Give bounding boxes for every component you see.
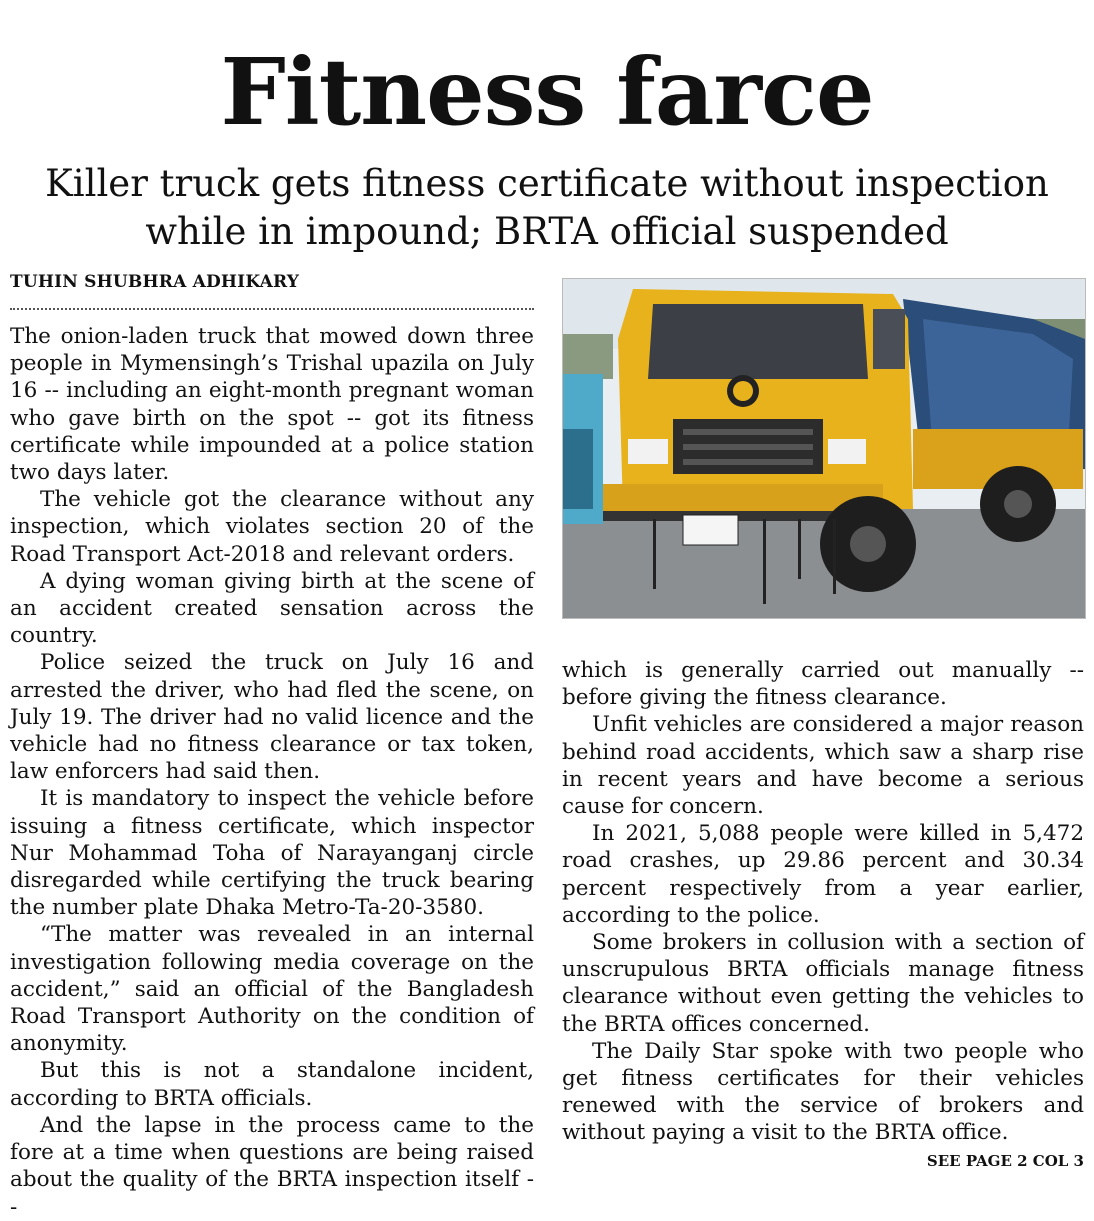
paragraph: A dying woman giving birth at the scene of an accident created sensation across the country.	[10, 568, 534, 649]
byline-divider	[10, 308, 534, 310]
paragraph: But this is not a standalone incident, according to BRTA officials.	[10, 1058, 534, 1111]
article-column-1	[10, 323, 534, 1221]
continuation-note: SEE PAGE 2 COL 3	[926, 1152, 1084, 1170]
paragraph: which is generally carried out manually -- before giving the fitness clearance.	[562, 658, 1084, 711]
paragraph: Unfit vehicles are considered a major reason behind road accidents, which saw a sharp rise in recent years and have become a serious cause for concern.	[562, 712, 1084, 820]
subheadline: Killer truck gets fitness certificate without inspection while in impound; BRTA official suspended	[45, 162, 1049, 253]
paragraph: “The matter was revealed in an internal investigation following media coverage on the accident,” said an official of the Bangladesh Road Transport Authority on the condition of anonymity.	[10, 922, 534, 1057]
byline: TUHIN SHUBHRA ADHIKARY	[10, 272, 300, 292]
paragraph: Some brokers in collusion with a section of unscrupulous BRTA officials manage fitness clearance without even getting the vehicles to the BRTA offices concerned.	[562, 930, 1084, 1037]
paragraph: Police seized the truck on July 16 and arrested the driver, who had fled the scene, on July 19. The driver had no valid licence and the vehicle had no fitness clearance or tax token, law enforcers had said then.	[10, 650, 534, 785]
paragraph: And the lapse in the process came to the fore at a time when questions are being raised about the quality of the BRTA inspection itself --	[10, 1112, 534, 1220]
paragraph: The vehicle got the clearance without any inspection, which violates section 20 of the Road Transport Act-2018 and relevant orders.	[10, 487, 534, 567]
paragraph: In 2021, 5,088 people were killed in 5,472 road crashes, up 29.86 percent and 30.34 percent respectively from a year earlier, according to the police.	[562, 821, 1084, 928]
paragraph: The Daily Star spoke with two people who get fitness certificates for their vehicles renewed with the service of brokers and without paying a visit to the BRTA office.	[562, 1038, 1084, 1146]
headline: Fitness farce	[220, 38, 874, 146]
article-column-2	[562, 657, 1084, 1147]
truck-photo	[562, 278, 1086, 619]
paragraph: The onion-laden truck that mowed down three people in Mymensingh’s Trishal upazila on July 16 -- including an eight-month pregnant woman who gave birth on the spot -- got its fitness certificate while impounded at a police station two days later.	[10, 324, 534, 486]
paragraph: It is mandatory to inspect the vehicle before issuing a fitness certificate, which inspector Nur Mohammad Toha of Narayanganj circle disregarded while certifying the truck bearing the number plate Dhaka Metro-Ta-20-3580.	[10, 786, 534, 921]
